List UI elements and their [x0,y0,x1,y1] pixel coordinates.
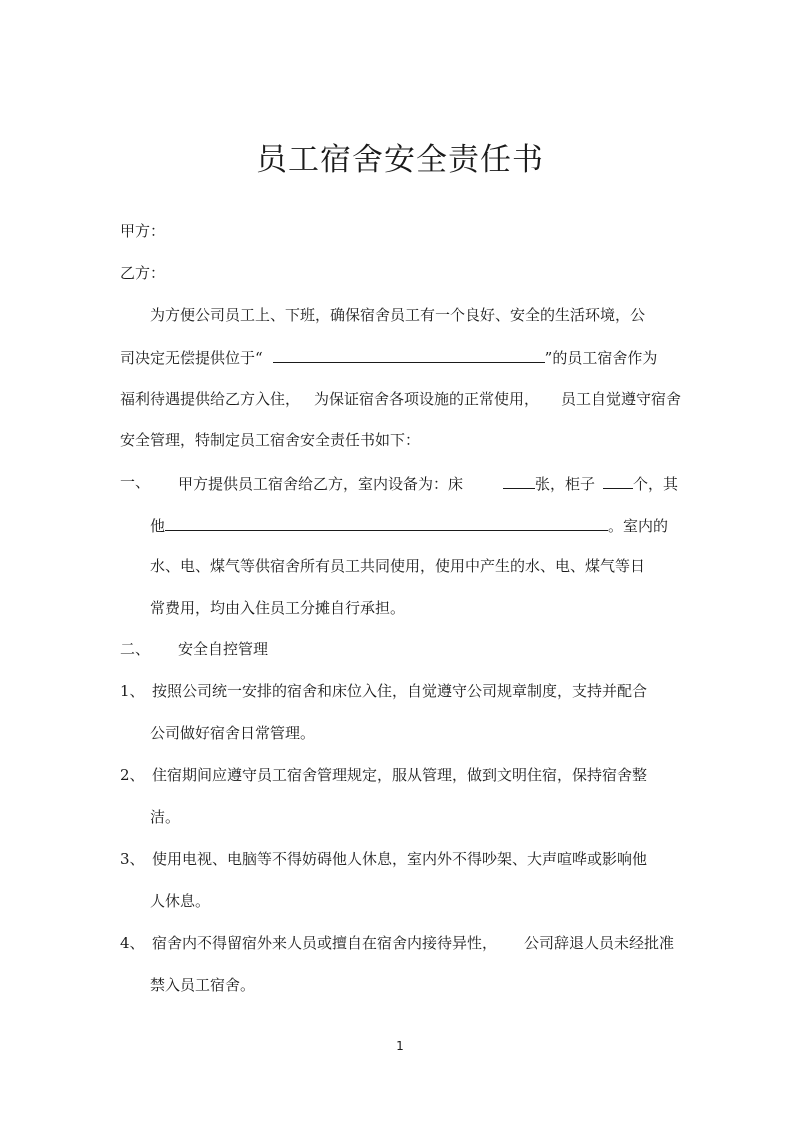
item-3-number: 3、 [120,850,145,868]
item-3-line-1: 使用电视、电脑等不得妨碍他人休息，室内外不得吵架、大声喧哗或影响他 [152,850,648,868]
intro-line-2 [120,346,657,368]
item-1-line-1: 按照公司统一安排的宿舍和床位入住，自觉遵守公司规章制度，支持并配合 [152,682,648,700]
party-b-label: 乙方： [120,264,166,282]
section-2-number: 二、 [120,640,151,658]
page-number: 1 [396,1039,404,1053]
section-1-line-3: 水、电、煤气等供宿舍所有员工共同使用，使用中产生的水、电、煤气等日 [150,557,646,575]
address-blank [273,346,545,363]
intro-line-3 [120,389,681,409]
section-1-line-1-a: 甲方提供员工宿舍给乙方，室内设备为：床 [178,475,464,493]
item-4-line-1-b: 公司辞退人员未经批准 [524,934,675,952]
cabinet-count-blank [603,472,633,489]
item-2-number: 2、 [120,766,145,784]
section-2-heading: 安全自控管理 [178,640,269,658]
section-1-line-2-b: 。室内的 [608,517,669,535]
intro-line-4: 安全管理，特制定员工宿舍安全责任书如下： [120,431,421,449]
item-4-line-1 [152,933,674,953]
section-1-line-1-b: 张，柜子 [535,475,596,493]
item-1-number: 1、 [120,682,145,700]
section-1-line-1 [178,472,678,494]
item-4-line-1-a: 宿舍内不得留宿外来人员或擅自在宿舍内接待异性， [152,934,498,952]
item-4-line-2: 禁入员工宿舍。 [150,976,256,994]
item-4-number: 4、 [120,934,145,952]
intro-line-3-a: 福利待遇提供给乙方入住， [120,390,301,408]
bed-count-blank [503,472,535,489]
section-1-line-2 [150,514,668,536]
section-1-line-1-c: 个，其 [633,475,679,493]
section-1-number: 一、 [120,473,151,491]
document-title: 员工宿舍安全责任书 [256,142,544,178]
item-3-line-2: 人休息。 [150,892,211,910]
other-equipment-blank [165,514,608,531]
party-a-label: 甲方： [120,222,166,240]
intro-line-2-end: ”的员工宿舍作为 [544,349,658,367]
intro-line-3-c: 员工自觉遵守宿舍 [561,390,682,408]
section-1-line-4: 常费用，均由入住员工分摊自行承担。 [150,599,406,617]
item-2-line-1: 住宿期间应遵守员工宿舍管理规定，服从管理，做到文明住宿，保持宿舍整 [152,766,648,784]
intro-line-3-b: 为保证宿舍各项设施的正常使用， [314,390,540,408]
item-2-line-2: 洁。 [150,808,181,826]
section-1-line-2-a: 他 [150,517,166,535]
intro-line-2-start: 司决定无偿提供位于“ [120,349,263,367]
item-1-line-2: 公司做好宿舍日常管理。 [150,724,316,742]
intro-line-1: 为方便公司员工上、下班，确保宿舍员工有一个良好、安全的生活环境，公 [150,306,646,324]
